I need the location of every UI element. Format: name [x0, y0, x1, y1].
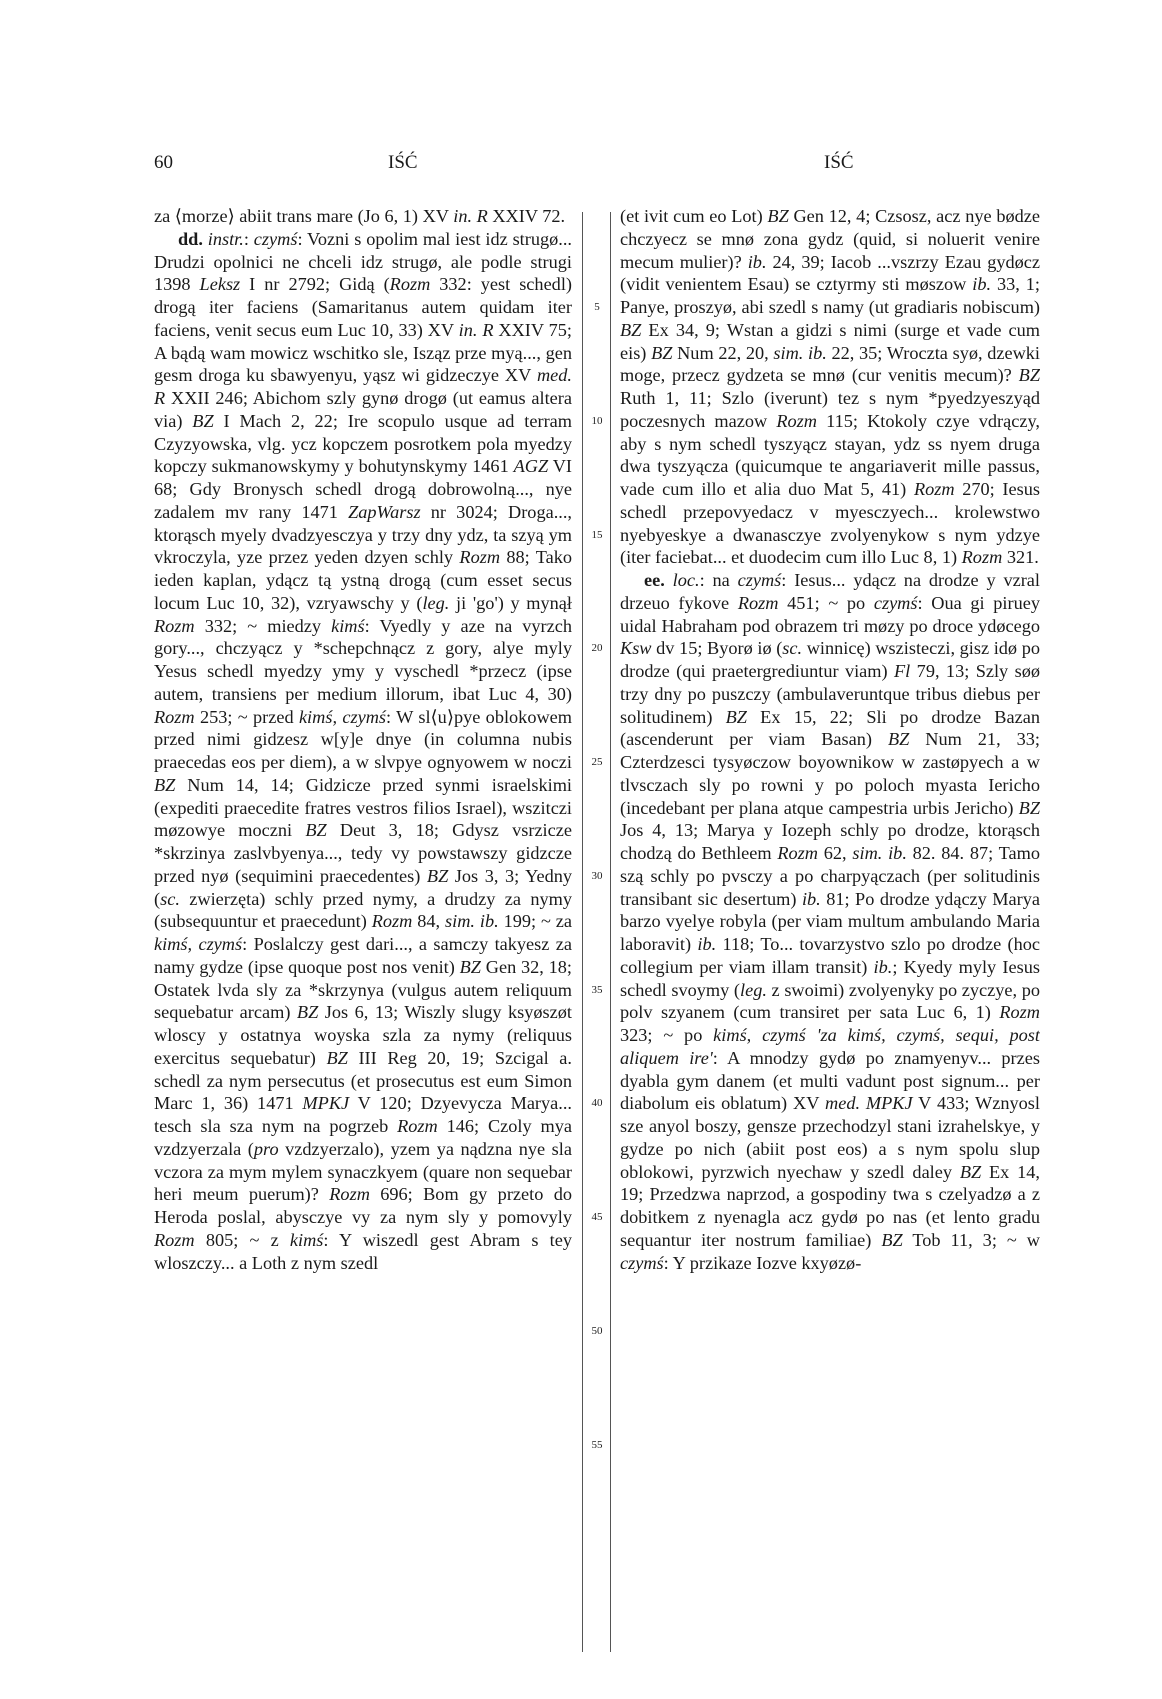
line-number: 20 — [591, 642, 603, 655]
line-number: 35 — [591, 983, 603, 996]
right-column — [620, 205, 1040, 1655]
line-number: 45 — [591, 1211, 603, 1223]
line-number: 25 — [591, 756, 603, 768]
line-number: 30 — [591, 869, 603, 882]
column-rule-right — [610, 212, 611, 1652]
left-column-text: za ⟨morze⟩ abiit trans mare (Jo 6, 1) XV in. R XXIV 72. dd. instr.: czymś: Vozni s opolim mal iest idz strugø... Drudzi opolnici ne chceli idz strugø, ale podle strugi 1398 Leksz I nr 2792; Gidą (Rozm 332: yest schedl) drogą iter faciens (Samaritanus autem quidam iter faciens, venit secus eum Luc 10, 33) XV in. R XXIV 75; A bądą wam mowicz wschitko sle, Isząz prze myą..., gen gesm droga ku sbawyenyu, yąsz wi gidzeczye XV med. R XXII 246; Abichom szly gynø drogø (ut eamus altera via) BZ I Mach 2, 22; Ire scopulo usque ad terram Czyzyowska, vlg. ycz kopczem posrotkem pola myedzy kopczy sukmanowskymy y bohutynskymy 1461 AGZ VI 68; Gdy Bronysch schedl drogą dobrowolną..., nye zadalem mv rany 1471 ZapWarsz nr 3024; Droga..., ktorąsch myely dvadzyesczya y trzy dny ydz, ta szyą ym vkroczyla, yze przez yeden dzyen schly Rozm 88; Tako ieden kaplan, ydącz tą ystną drogą (cum esset secus locum Luc 10, 32), vzryawschy y (leg. ji 'go') y mynął Rozm 332; ~ miedzy kimś: Vyedly y aze na vyrzch gory..., chczyącz y *schepchnącz z gory, alye myly Yesus schedl myedzy ymy y vyschedl *przecz (ipse autem, transiens per medium illorum, ibat Luc 4, 30) Rozm 253; ~ przed kimś, czymś: W sl⟨u⟩pye oblokowem przed nimi gidzesz w[y]e dnye (in columna nubis praecedas eos per diem), a w slvpye ognyowem w noczi BZ Num 14, 14; Gidzicze przed synmi israelskimi (expediti praecedite fratres vestros filios Israel), wszitczi møzowye moczni BZ Deut 3, 18; Gdysz vsrzicze *skrzinya zaslvbyenya..., tedy vy powstawszy gidzcze przed nyø (sequimini praecedentes) BZ Jos 3, 3; Yedny (sc. zwierzęta) schly przed nymy, a drudzy za nymy (subsequuntur et praecedunt) Rozm 84, sim. ib. 199; ~ za kimś, czymś: Poslalczy gest dari..., a samczy takyesz za namy gydze (ipse quoque post nos venit) BZ Gen 32, 18; Ostatek lvda sly za *skrzynya (vulgus autem reliquum sequebatur arcam) BZ Jos 6, 13; Wiszly slugy ksyøszøt wloscy y ostatnya woyska szla za nymy (reliquus exercitus sequebatur) BZ III Reg 20, 19; Szcigal a. schedl za nym persecutus (et prosecutus est eum Simon Marc 1, 36) 1471 MPKJ V 120; Dzyevycza Marya... tesch sla sza nym na pogrzeb Rozm 146; Czoly mya vzdzyerzala (pro vzdzyerzalo), yzem ya nądzna nye sla vczora za mym mylem synaczkyem (quare non sequebar heri meum puerum)? Rozm 696; Bom gy przeto do Heroda poslal, abysczye vy za nym sly y pomovyly Rozm 805; ~ z kimś: Y wiszedl gest Abram s tey wloszczy... a Loth z nym szedl — [154, 206, 572, 1273]
running-head-left: IŚĆ — [388, 152, 418, 173]
column-rule-left — [582, 212, 583, 1652]
running-head-right: IŚĆ — [824, 152, 854, 173]
line-number: 55 — [591, 1438, 603, 1451]
right-column-text: (et ivit cum eo Lot) BZ Gen 12, 4; Czsosz, acz nye bødze chczyecz se mnø zona gydz (quid, si noluerit venire mecum mulier)? ib. 24, 39; Iacob ...vszrzy Ezau gydøcz (vidit venientem Esau) se cztyrmy sti møszow ib. 33, 1; Panye, proszyø, abi szedl s namy (ut gradiaris nobiscum) BZ Ex 34, 9; Wstan a gidzi s nimi (surge et vade cum eis) BZ Num 22, 20, sim. ib. 22, 35; Wroczta syø, dzewki moge, przecz gydzeta se mnø (cur venitis mecum)? BZ Ruth 1, 11; Szlo (iverunt) tez s nym *pyedzyeszyąd poczesnych mazow Rozm 115; Ktokoly czye vdrączy, aby s nym schedl tyszyącz stayan, ydz ss nyem druga dwa tyszyącza (quicumque te angariaverit mille passus, vade cum illo et alia duo Mat 5, 41) Rozm 270; Iesus schedl przepovyedacz v myesczyech... krolewstwo nyebyeskye a dwanasczye zvolyenykow s nym ydzye (iter faciebat... et duodecim cum illo Luc 8, 1) Rozm 321. ee. loc.: na czymś: Iesus... ydącz na drodze y vzral drzeuo fykove Rozm 451; ~ po czymś: Oua gi piruey uidal Habraham pod obrazem tri møzy po droce ydøcego Ksw dv 15; Byorø iø (sc. winnicę) wszisteczi, gisz idø po drodze (qui praetergrediuntur viam) Fl 79, 13; Szly søø trzy dny po puszczy (ambulaveruntque tribus diebus per solitudinem) BZ Ex 15, 22; Sli po drodze Bazan (ascenderunt per viam Basan) BZ Num 21, 33; Czterdzesci tysyøczow boyownikow w zastøpyech a w tlvsczach sly po rowni y po poloch myasta Iericho (incedebant per plana atque campestria urbis Jericho) BZ Jos 4, 13; Marya y Iozeph schly po drodze, ktorąsch chodzą do Bethleem Rozm 62, sim. ib. 82. 84. 87; Tamo szą schly po pvsczy a po charpyączach (per solitudinis transibant sic desertum) ib. 81; Po drodze ydączy Marya barzo vyelye robyla (per viam multum ambulando Maria laboravit) ib. 118; To... tovarzystvo szlo po drodze (hoc collegium per viam illam transit) ib.; Kyedy myly Iesus schedl svoymy (leg. z swoimi) zvolyenyky po zyczye, po polv szyanem (cum transiret per sata Luc 6, 1) Rozm 323; ~ po kimś, czymś 'za kimś, czymś, sequi, post aliquem ire': A mnodzy gydø po znamyenyv... przes dyabla gym danem (et multi vadunt post signum... per diabolum eis oblatum) XV med. MPKJ V 433; Wznyosl sze anyol boszy, gensze przechodzyl stani izrahelskye, y gydze po nich (abiit post eos) a s nym spolu slup oblokowi, pyrzwich nyechaw y szedl daley BZ Ex 14, 19; Przedzwa naprzod, a gospodiny twa s czelyadzø a z dobitkem z nyenagla acz gydø po nas (et lento gradu sequantur iter nostrum familiae) BZ Tob 11, 3; ~ w czymś: Y przikaze Iozve kxyøzø- — [620, 206, 1040, 1273]
line-number: 50 — [591, 1324, 603, 1337]
line-number: 15 — [591, 528, 603, 541]
line-number: 10 — [591, 414, 603, 427]
page-number: 60 — [154, 152, 173, 173]
left-column — [154, 205, 572, 1655]
page-header — [0, 152, 1162, 182]
line-number: 40 — [591, 1097, 603, 1110]
line-number: 5 — [594, 301, 600, 313]
